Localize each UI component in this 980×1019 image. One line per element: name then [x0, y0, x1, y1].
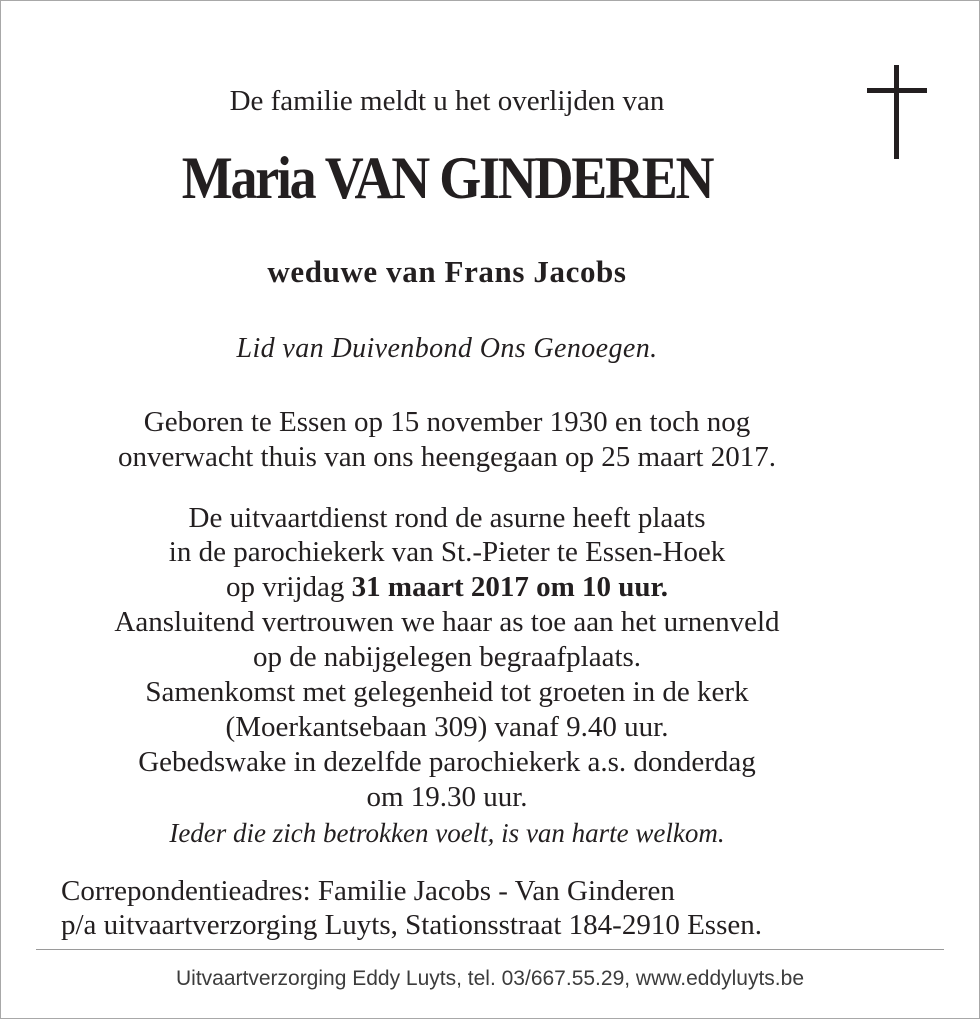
urn-line-2: op de nabijgelegen begraafplaats. — [252, 641, 642, 673]
service-date-line — [1, 570, 893, 604]
vigil-line-1: Gebedswake in dezelfde parochiekerk a.s. donderdag — [138, 746, 756, 778]
address-line-1: Correpondentieadres: Familie Jacobs - Van Ginderen — [61, 875, 675, 907]
service-line-2: in de parochiekerk van St.-Pieter te Essen-Hoek — [168, 536, 726, 568]
birth-line-1: Geboren te Essen op 15 november 1930 en toch nog — [143, 406, 751, 438]
welcome-text: Ieder die zich betrokken voelt, is van harte welkom. — [169, 818, 725, 848]
address-line-2: p/a uitvaartverzorging Luyts, Stationsstraat 184-2910 Essen. — [61, 909, 762, 941]
service-line-1: De uitvaartdienst rond de asurne heeft plaats — [188, 502, 706, 534]
intro-text: De familie meldt u het overlijden van — [229, 85, 665, 117]
vigil-line-2: om 19.30 uur. — [366, 781, 528, 813]
urn-line-1: Aansluitend vertrouwen we haar as toe aan het urnenveld — [114, 606, 780, 638]
gathering-line-2: (Moerkantsebaan 309) vanaf 9.40 uur. — [225, 711, 669, 743]
membership-text: Lid van Duivenbond Ons Genoegen. — [236, 333, 658, 364]
funeral-home-footer: Uitvaartverzorging Eddy Luyts, tel. 03/667.55.29, www.eddyluyts.be — [175, 967, 804, 990]
deceased-name: Maria VAN GINDEREN — [181, 145, 713, 211]
widow-of-text: weduwe van Frans Jacobs — [267, 254, 627, 289]
service-date-prefix: op vrijdag — [226, 571, 352, 603]
birth-line-2: onverwacht thuis van ons heengegaan op 25 maart 2017. — [118, 441, 776, 473]
service-date-time: 31 maart 2017 om 10 uur. — [351, 571, 668, 603]
divider — [36, 949, 944, 950]
gathering-line-1: Samenkomst met gelegenheid tot groeten in de kerk — [145, 676, 749, 708]
